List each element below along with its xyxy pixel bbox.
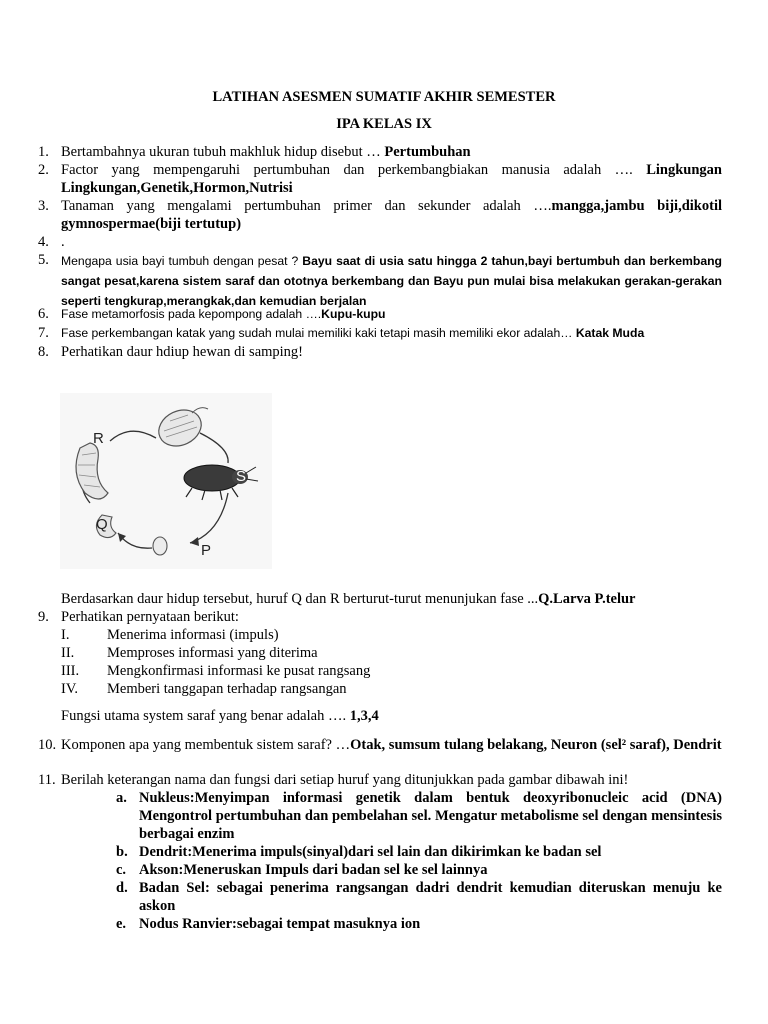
statement-numeral: IV. — [61, 681, 79, 697]
question-7 — [38, 324, 722, 342]
part-text: Nodus Ranvier:sebagai tempat masuknya ion — [139, 916, 421, 932]
document-subtitle: IPA KELAS IX — [336, 116, 432, 132]
statement-text: Memberi tanggapan terhadap rangsangan — [107, 681, 347, 697]
question-text: Berilah keterangan nama dan fungsi dari setiap huruf yang ditunjukkan pada gambar dibawah ini! — [61, 772, 629, 788]
question-number: 5. — [38, 252, 49, 268]
question-text: . — [61, 234, 65, 250]
question-number: 1. — [38, 144, 49, 160]
question-text: Bertambahnya ukuran tubuh makhluk hidup disebut … — [61, 144, 385, 160]
question-11 — [38, 771, 722, 789]
document-title: LATIHAN ASESMEN SUMATIF AKHIR SEMESTER — [212, 89, 556, 105]
question-10 — [38, 736, 722, 754]
question-number: 9. — [38, 609, 49, 625]
question-answer: Lingkungan Lingkungan,Genetik,Hormon,Nutrisi — [61, 162, 722, 196]
question-text: Fungsi utama system saraf yang benar adalah …. — [61, 708, 350, 724]
answer-part — [116, 843, 722, 861]
statement-text: Mengkonfirmasi informasi ke pusat rangsang — [107, 663, 371, 679]
question-1 — [38, 143, 722, 161]
question-number: 3. — [38, 198, 49, 214]
part-letter: b. — [116, 844, 128, 860]
question-5 — [38, 251, 722, 311]
label-q: Q — [96, 516, 108, 533]
answer-part — [116, 879, 722, 915]
part-text: Badan Sel: sebagai penerima rangsangan dadri dendrit kemudian diteruskan menuju ke askon — [139, 880, 722, 914]
statement-text: Menerima informasi (impuls) — [107, 627, 279, 643]
question-8-answer-line — [61, 590, 636, 608]
statement-text: Memproses informasi yang diterima — [107, 645, 318, 661]
question-number: 4. — [38, 234, 49, 250]
question-answer: Katak Muda — [575, 326, 645, 340]
question-number: 7. — [38, 325, 49, 341]
part-text: Dendrit:Menerima impuls(sinyal)dari sel lain dan dikirimkan ke badan sel — [139, 844, 602, 860]
question-number: 8. — [38, 344, 49, 360]
question-answer: Otak, sumsum tulang belakang, Neuron (sel² saraf), Dendrit — [350, 737, 722, 753]
answer-part — [116, 861, 722, 879]
part-letter: c. — [116, 862, 127, 878]
answer-part — [116, 789, 722, 843]
question-number: 11. — [38, 772, 56, 788]
question-9-answer-line — [61, 707, 379, 725]
question-text: Komponen apa yang membentuk sistem saraf? … — [61, 737, 351, 753]
question-text: Fase perkembangan katak yang sudah mulai memiliki kaki tetapi masih memiliki ekor adalah… — [61, 326, 576, 340]
label-r: R — [93, 430, 104, 447]
question-number: 6. — [38, 306, 49, 322]
part-letter: d. — [116, 880, 128, 896]
part-letter: e. — [116, 916, 127, 932]
part-text: Akson:Meneruskan Impuls dari badan sel ke sel lainnya — [139, 862, 488, 878]
question-text: Berdasarkan daur hidup tersebut, huruf Q dan R berturut-turut menunjukan fase ... — [61, 591, 539, 607]
question-3 — [38, 197, 722, 233]
answer-part — [116, 915, 722, 933]
statement-numeral: II. — [61, 645, 75, 661]
question-answer: Kupu-kupu — [321, 307, 386, 321]
statement-numeral: I. — [61, 627, 70, 643]
question-text: Perhatikan pernyataan berikut: — [61, 609, 239, 625]
question-2 — [38, 161, 722, 197]
part-letter: a. — [116, 790, 127, 806]
label-p: P — [201, 542, 212, 559]
life-cycle-diagram — [60, 393, 272, 569]
question-9 — [38, 608, 722, 626]
question-number: 10. — [38, 737, 57, 753]
question-4 — [38, 233, 722, 251]
label-s: S — [236, 468, 247, 485]
question-6 — [38, 305, 722, 323]
question-answer: Bayu saat di usia satu hingga 2 tahun,bayi bertumbuh dan berkembang sangat pesat,karena sistem saraf dan ototnya berkembang dan Bayu pun mulai bisa melakukan gerakan-gerakan seperti tengkurap,merangkak,dan kemudian berjalan — [61, 254, 722, 308]
question-number: 2. — [38, 162, 49, 178]
question-text: Perhatikan daur hdiup hewan di samping! — [61, 344, 304, 360]
egg-drawing — [153, 537, 167, 555]
question-answer: 1,3,4 — [349, 708, 379, 724]
question-8 — [38, 343, 722, 361]
question-answer: Q.Larva P.telur — [538, 591, 636, 607]
question-answer: Pertumbuhan — [384, 144, 471, 160]
question-text: Mengapa usia bayi tumbuh dengan pesat ? — [61, 254, 303, 268]
question-text: Factor yang mempengaruhi pertumbuhan dan perkembangbiakan manusia adalah …. — [61, 162, 647, 178]
part-text: Nukleus:Menyimpan informasi genetik dalam bentuk deoxyribonucleic acid (DNA) Mengontrol pertumbuhan dan pembelahan sel. Mengatur metabolisme sel dengan mensintesis berbagai enzim — [139, 790, 722, 842]
question-answer: mangga,jambu biji,dikotil gymnospermae(biji tertutup) — [61, 198, 723, 232]
question-text: Fase metamorfosis pada kepompong adalah …. — [61, 307, 322, 321]
question-text: Tanaman yang mengalami pertumbuhan primer dan sekunder adalah …. — [61, 198, 552, 214]
statement-numeral: III. — [61, 663, 80, 679]
